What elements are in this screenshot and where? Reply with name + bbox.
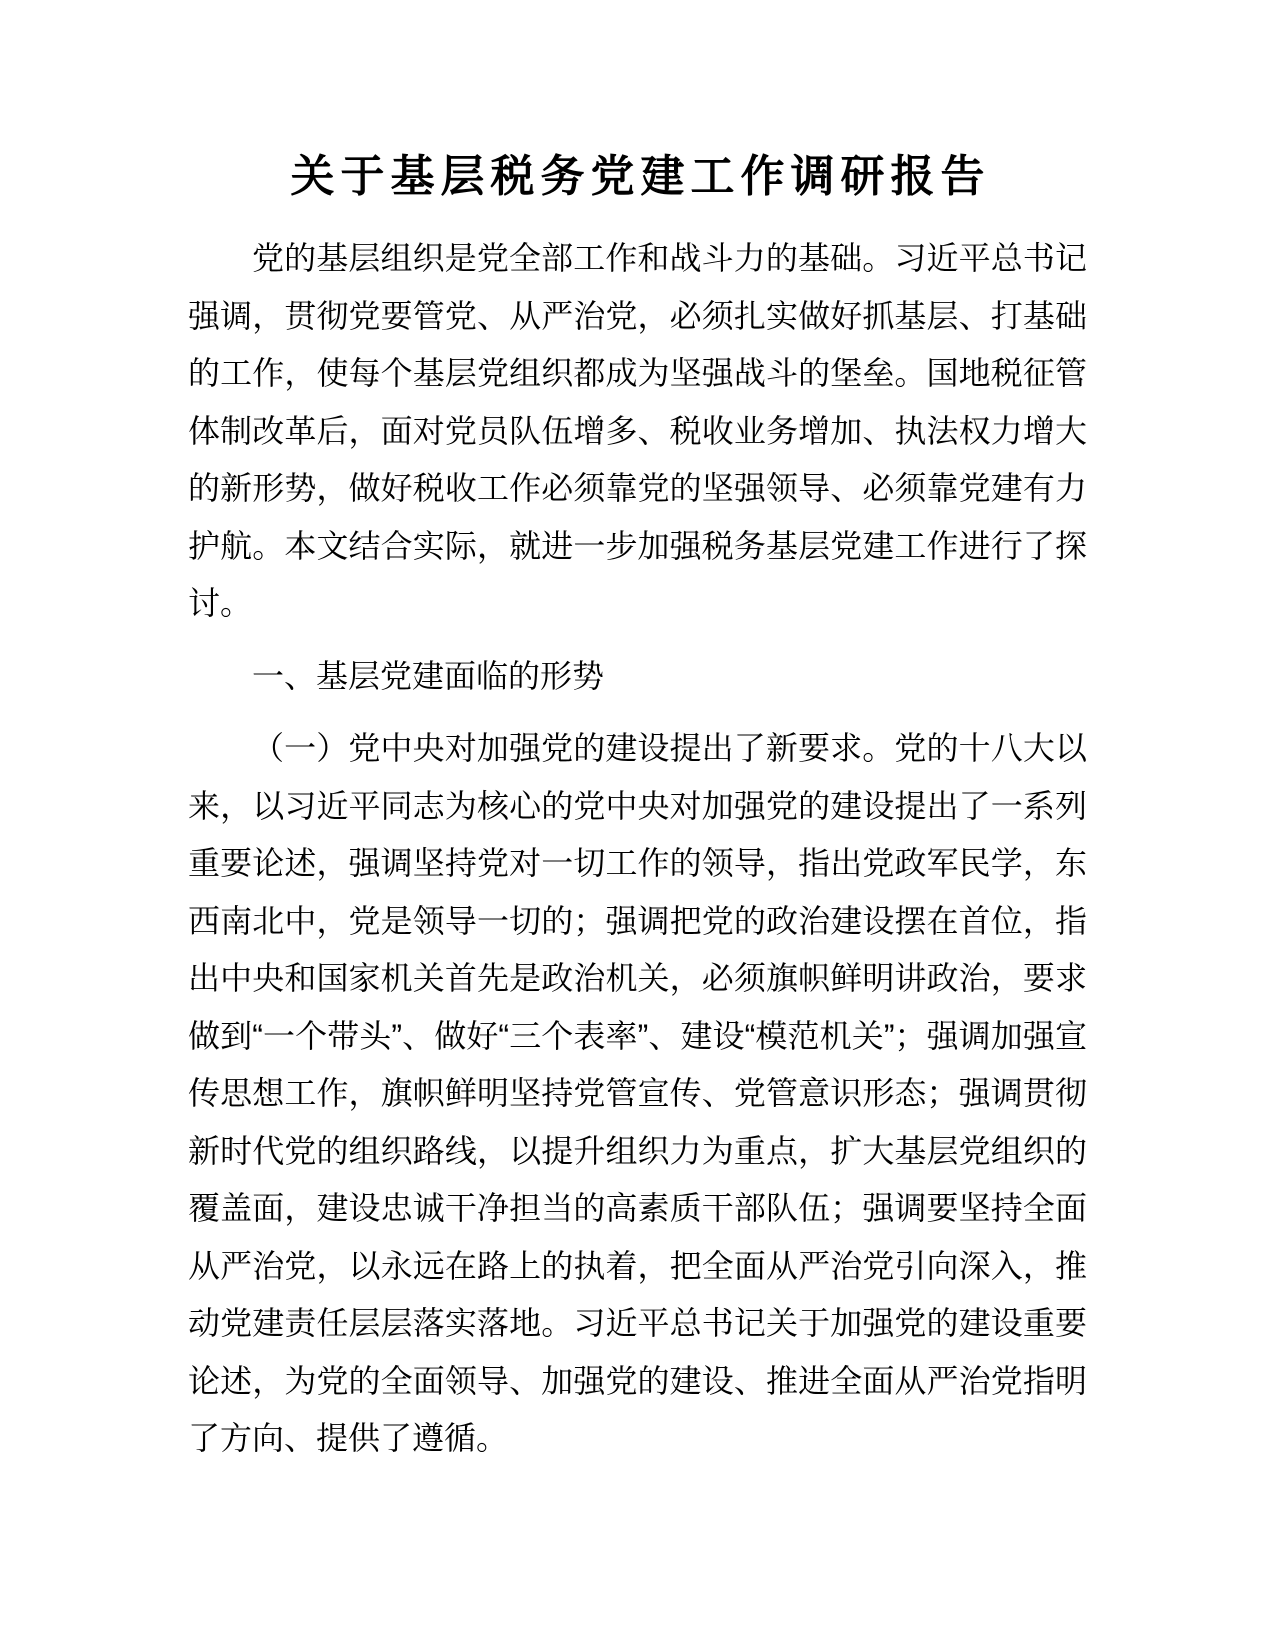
section-heading-1: 一、基层党建面临的形势	[252, 657, 605, 694]
paragraph-section-1-1: （一）党中央对加强党的建设提出了新要求。党的十八大以来，以习近平同志为核心的党中央对加强党的建设提出了一系列重要论述，强调坚持党对一切工作的领导，指出党政军民学，东西南北中，党是领导一切的；强调把党的政治建设摆在首位，指出中央和国家机关首先是政治机关，必须旗帜鲜明讲政治，要求做到“一个带头”、做好“三个表率”、建设“模范机关”；强调加强宣传思想工作，旗帜鲜明坚持党管宣传、党管意识形态；强调贯彻新时代党的组织路线，以提升组织力为重点，扩大基层党组织的覆盖面，建设忠诚干净担当的高素质干部队伍；强调要坚持全面从严治党，以永远在路上的执着，把全面从严治党引向深入，推动党建责任层层落实落地。习近平总书记关于加强党的建设重要论述，为党的全面领导、加强党的建设、推进全面从严治党指明了方向、提供了遵循。	[188, 730, 1087, 1456]
paragraph-intro: 党的基层组织是党全部工作和战斗力的基础。习近平总书记强调，贯彻党要管党、从严治党，必须扎实做好抓基层、打基础的工作，使每个基层党组织都成为坚强战斗的堡垒。国地税征管体制改革后，面对党员队伍增多、税收业务增加、执法权力增大的新形势，做好税收工作必须靠党的坚强领导、必须靠党建有力护航。本文结合实际，就进一步加强税务基层党建工作进行了探讨。	[188, 240, 1087, 621]
document-title: 关于基层税务党建工作调研报告	[290, 152, 991, 201]
